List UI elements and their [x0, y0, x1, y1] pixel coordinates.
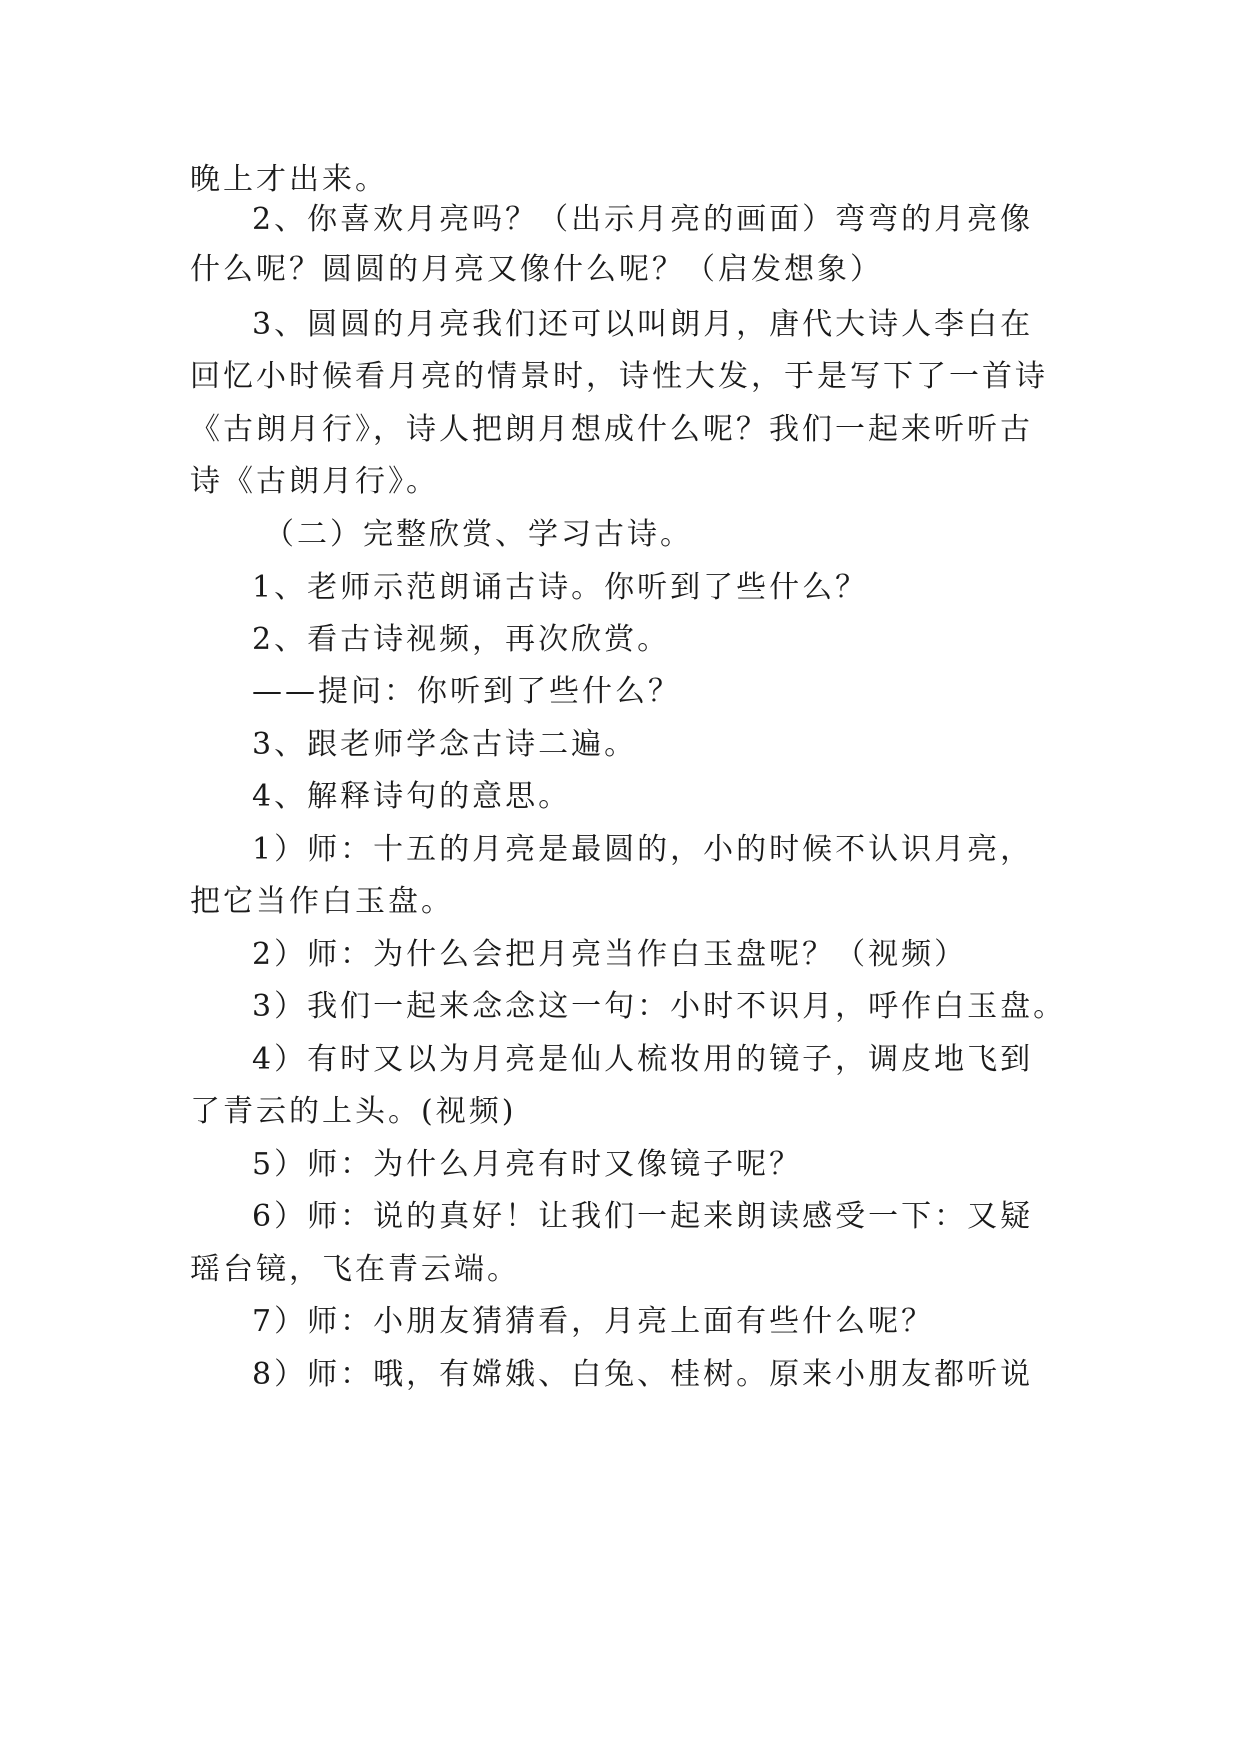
- paragraph-line: 7）师：小朋友猜猜看，月亮上面有些什么呢？: [252, 1304, 935, 1339]
- paragraph-line: 3、跟老师学念古诗二遍。: [252, 727, 638, 762]
- paragraph-line: 1）师：十五的月亮是最圆的，小的时候不认识月亮，: [252, 832, 1034, 867]
- paragraph-line: 《古朗月行》，诗人把朗月想成什么呢？我们一起来听听古: [190, 412, 1033, 447]
- paragraph-line: 回忆小时候看月亮的情景时，诗性大发，于是写下了一首诗: [190, 359, 1048, 394]
- paragraph-line: 6）师：说的真好！让我们一起来朗读感受一下：又疑: [252, 1199, 1034, 1234]
- paragraph-line: 诗《古朗月行》。: [190, 464, 439, 499]
- paragraph-line: 了青云的上头。(视频): [190, 1094, 517, 1129]
- paragraph-line: 2、你喜欢月亮吗？（出示月亮的画面）弯弯的月亮像: [252, 202, 1034, 237]
- paragraph-line: 1、老师示范朗诵古诗。你听到了些什么？: [252, 570, 869, 605]
- paragraph-line: 什么呢？圆圆的月亮又像什么呢？（启发想象）: [190, 252, 883, 287]
- paragraph-line: 4、解释诗句的意思。: [252, 779, 572, 814]
- paragraph-line: 瑶台镜，飞在青云端。: [190, 1252, 520, 1287]
- paragraph-line: 晚上才出来。: [190, 162, 388, 197]
- section-heading: （二）完整欣赏、学习古诗。: [264, 517, 693, 552]
- paragraph-line: 把它当作白玉盘。: [190, 884, 454, 919]
- paragraph-line: 4）有时又以为月亮是仙人梳妆用的镜子，调皮地飞到: [252, 1042, 1034, 1077]
- paragraph-line: 2、看古诗视频，再次欣赏。: [252, 622, 671, 657]
- paragraph-line: 2）师：为什么会把月亮当作白玉盘呢？（视频）: [252, 937, 968, 972]
- paragraph-line: 5）师：为什么月亮有时又像镜子呢？: [252, 1147, 803, 1182]
- paragraph-line: 3、圆圆的月亮我们还可以叫朗月，唐代大诗人李白在: [252, 307, 1034, 342]
- paragraph-line: 3）我们一起来念念这一句：小时不识月，呼作白玉盘。: [252, 989, 1067, 1024]
- paragraph-line: 8）师：哦，有嫦娥、白兔、桂树。原来小朋友都听说: [252, 1357, 1034, 1392]
- paragraph-line: ——提问：你听到了些什么？: [252, 674, 681, 709]
